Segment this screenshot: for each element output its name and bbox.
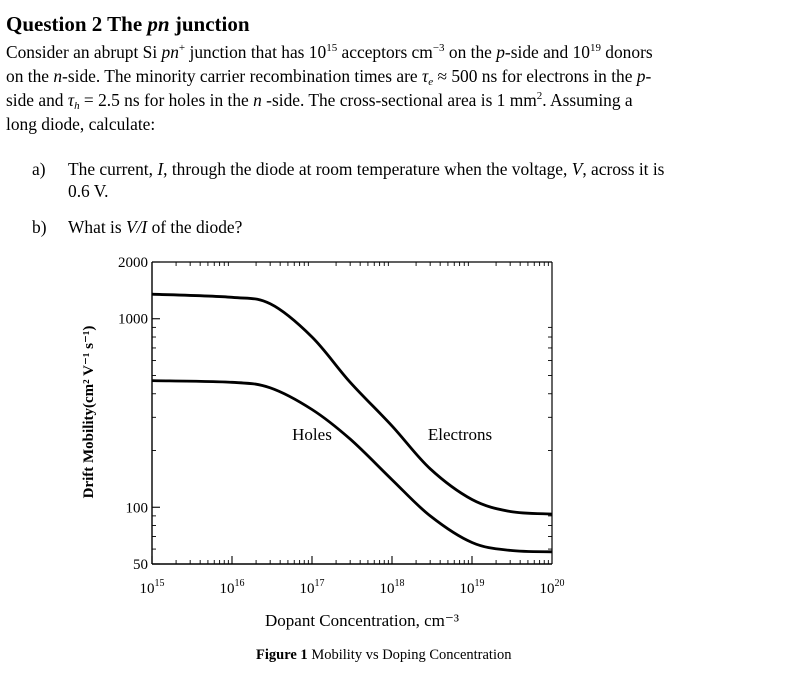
question-a-text: The current, I, through the diode at room temperature when the voltage, V, across it is 0.6 V. <box>68 159 665 201</box>
x-tick-label: $10^{20}$ <box>539 578 565 597</box>
x-tick-label: $10^{19}$ <box>459 578 485 597</box>
figure-caption: Figure 1 Mobility vs Doping Concentration <box>256 647 512 663</box>
minor-ticks <box>152 262 552 564</box>
question-title: Question 2 The pn junction <box>6 12 250 36</box>
holes-label: Holes <box>292 425 332 444</box>
statement-line-2: on the n-side. The minority carrier recombination times are $\tau_e \approx 500$ ns for electrons in the p- <box>6 66 652 88</box>
x-tick-label: $10^{17}$ <box>299 578 325 597</box>
question-b-text: What is V/I of the diode? <box>68 217 243 237</box>
statement-line-1: Consider an abrupt Si pn+ junction that has $10^{15}$ acceptors $cm^{-3}$ on the p-side and $10^{19}$ donors <box>6 42 653 62</box>
y-axis-label: Drift Mobility(cm² V⁻¹ s⁻¹) <box>81 325 97 499</box>
x-tick-label: $10^{18}$ <box>379 578 405 597</box>
series-curves <box>152 294 552 552</box>
plot-frame <box>152 262 552 564</box>
curve-holes <box>152 381 552 552</box>
x-tick-label: $10^{16}$ <box>219 578 245 597</box>
y-tick-label: 50 <box>133 557 148 573</box>
y-tick-label: 2000 <box>118 255 148 271</box>
tick-labels <box>118 255 565 597</box>
y-tick-label: 100 <box>125 500 148 517</box>
x-tick-label: $10^{15}$ <box>139 578 165 597</box>
electrons-label: Electrons <box>427 425 493 444</box>
statement-line-4: long diode, calculate: <box>6 114 156 134</box>
curve-electrons <box>152 294 552 514</box>
x-axis-label: Dopant Concentration, cm⁻³ <box>265 611 459 630</box>
statement-line-3: side and $\tau_h = 2.5$ ns for holes in the n -side. The cross-sectional area is 1 $mm^2$. Assuming a <box>6 90 633 112</box>
question-b-label: b) <box>32 217 47 237</box>
y-tick-label: 1000 <box>118 311 148 328</box>
question-a-label: a) <box>32 159 46 179</box>
